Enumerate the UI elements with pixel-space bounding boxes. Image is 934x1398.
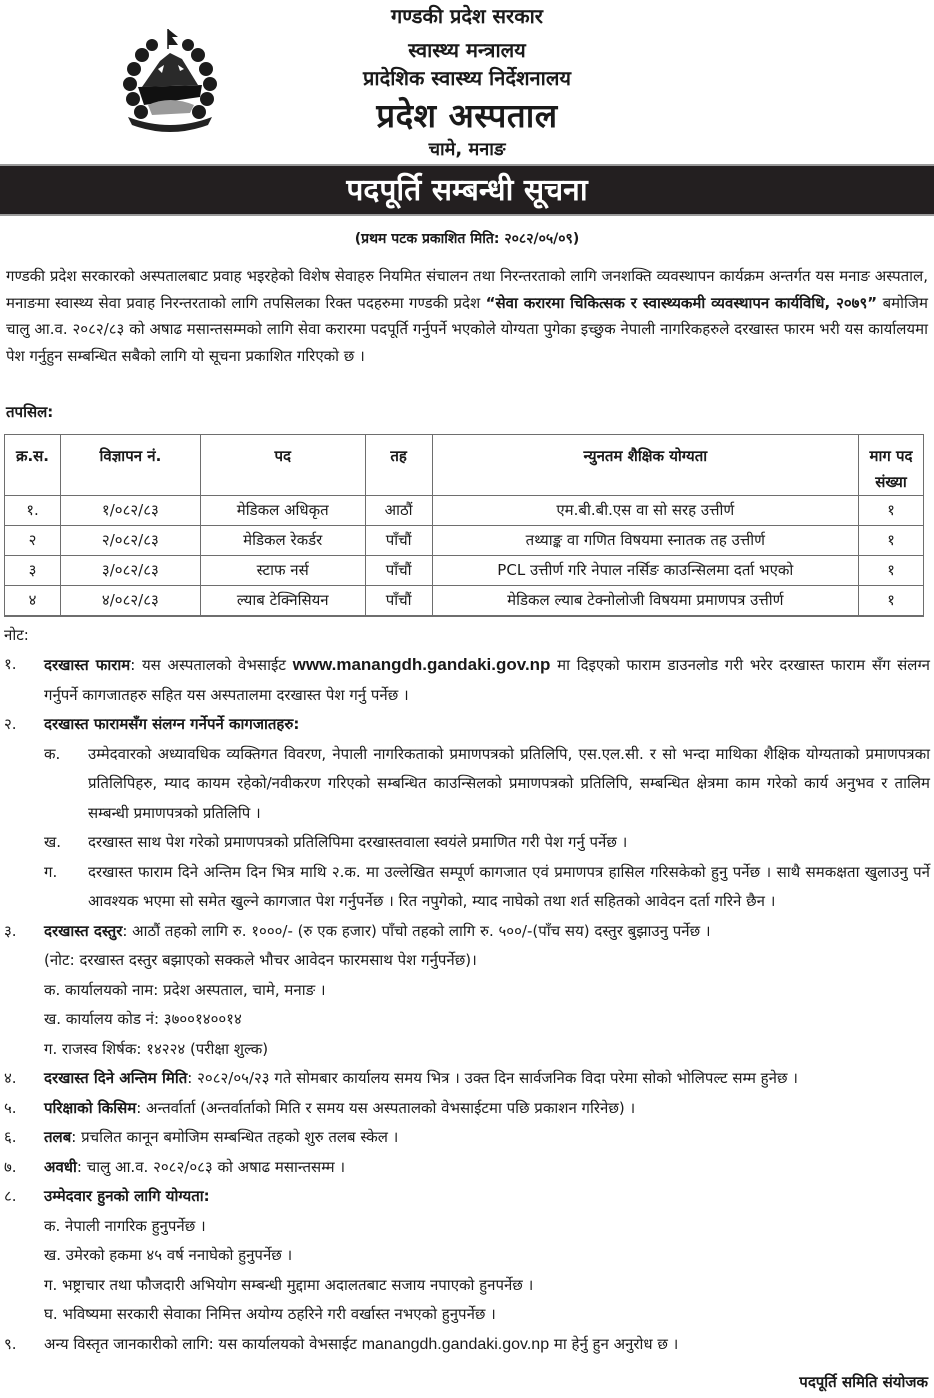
details-label: तपसिल: — [6, 403, 54, 421]
sub-item — [4, 740, 930, 829]
note-label: दरखास्त दस्तुर — [44, 921, 123, 940]
table-row — [5, 556, 924, 586]
cell-level: पाँचौं — [365, 586, 432, 616]
col-qualification: न्युनतम शैक्षिक योग्यता — [432, 435, 858, 496]
note-text: अन्य विस्तृत जानकारीको लागि: यस कार्यालयको वेभसाईट — [44, 1334, 362, 1353]
letterhead — [0, 0, 934, 160]
note-application-fee — [4, 917, 930, 947]
vacancy-table — [4, 434, 924, 617]
note-number: १. — [4, 655, 17, 673]
cell-qualification: मेडिकल ल्याब टेक्नोलोजी विषयमा प्रमाणपत्र उत्तीर्ण — [432, 586, 858, 616]
note-number: ४. — [4, 1069, 17, 1087]
notes-label: नोट: — [4, 626, 29, 644]
website-link[interactable]: www.manangdh.gandaki.gov.np — [292, 655, 551, 674]
cell-ad-number: १/०८२/८३ — [60, 496, 200, 526]
cell-post: स्टाफ नर्स — [200, 556, 365, 586]
col-ad-number: विज्ञापन नं. — [60, 435, 200, 496]
cell-serial: १. — [5, 496, 61, 526]
note-number: २. — [4, 715, 17, 733]
note-label: दरखास्त फाराम — [44, 656, 131, 674]
cell-level: पाँचौं — [365, 556, 432, 586]
note-text: : यस अस्पतालको वेभसाईट — [130, 656, 293, 674]
note-label: अवधी — [44, 1157, 77, 1176]
note-more-info — [4, 1330, 930, 1360]
cell-post: ल्याब टेक्निसियन — [200, 586, 365, 616]
cell-level: पाँचौं — [365, 526, 432, 556]
publish-date: (प्रथम पटक प्रकाशित मिति: २०८२/०५/०९) — [354, 231, 580, 247]
table-row — [5, 496, 924, 526]
signatory-title: पदपूर्ति समिति संयोजक — [799, 1373, 928, 1391]
fee-voucher-note: (नोट: दरखास्त दस्तुर बझाएको सक्कले भौचर आवेदन फारमसाथ पेश गर्नुपर्नेछ)। — [44, 951, 477, 969]
office-name: क. कार्यालयको नाम: प्रदेश अस्पताल, चामे, मनाङ । — [44, 980, 326, 999]
note-label: दरखास्त दिने अन्तिम मिति — [44, 1069, 188, 1087]
note-application-form — [4, 650, 930, 710]
note-exam-type — [4, 1094, 930, 1124]
note-number: ७. — [4, 1157, 17, 1176]
province-government-title: गण्डकी प्रदेश सरकार — [391, 4, 543, 28]
note-text: : चालु आ.व. २०८२/०८३ को अषाढ मसान्तसम्म । — [76, 1157, 346, 1176]
cell-qualification: एम.बी.बी.एस वा सो सरह उत्तीर्ण — [432, 496, 858, 526]
col-post: पद — [200, 435, 365, 496]
note-salary — [4, 1123, 930, 1153]
cell-serial: २ — [5, 526, 61, 556]
note-label: परिक्षाको किसिम — [44, 1098, 137, 1117]
note-text: : २०८२/०५/२३ गते सोमबार कार्यालय समय भित्र । उक्त दिन सार्वजनिक विदा परेमा सोको भोलिपल्ट सम्म हुनेछ । — [187, 1069, 798, 1087]
sub-item-text: दरखास्त साथ पेश गरेको प्रमाणपत्रको प्रतिलिपिमा दरखास्तवाला स्वयंले प्रमाणित गरी पेश गर्नु पर्नेछ । — [88, 833, 628, 851]
sub-item-number: क. — [44, 744, 61, 763]
note-deadline — [4, 1064, 930, 1094]
notes-list — [4, 650, 930, 1359]
cell-ad-number: ४/०८२/८३ — [60, 586, 200, 616]
directorate-title: प्रादेशिक स्वास्थ्य निर्देशनालय — [363, 66, 571, 90]
note-number: ६. — [4, 1128, 17, 1146]
sub-item-number: ग. — [44, 862, 58, 881]
cell-quota: १ — [859, 526, 924, 556]
eligibility-item: ख. उमेरको हकमा ४५ वर्ष ननाघेको हुनुपर्नेछ । — [44, 1246, 293, 1264]
col-level: तह — [365, 435, 432, 496]
note-label: तलब — [44, 1128, 72, 1146]
note-label: उम्मेदवार हुनको लागि योग्यता: — [44, 1187, 210, 1205]
table-header-row — [5, 435, 924, 496]
revenue-head: ग. राजस्व शिर्षक: १४२२४ (परीक्षा शुल्क) — [44, 1039, 269, 1058]
cell-post: मेडिकल रेकर्डर — [200, 526, 365, 556]
office-code: ख. कार्यालय कोड नं: ३७००१४००१४ — [44, 1010, 242, 1028]
hospital-title: प्रदेश अस्पताल — [376, 96, 558, 135]
cell-qualification: तथ्याङ्क वा गणित विषयमा स्नातक तह उत्तीर्ण — [432, 526, 858, 556]
col-quota: माग पद संख्या — [859, 435, 924, 496]
note-eligibility — [4, 1182, 930, 1212]
note-label: दरखास्त फारामसँग संलग्न गर्नेपर्ने कागजातहरु: — [44, 715, 300, 733]
cell-quota: १ — [859, 556, 924, 586]
sub-item-number: ख. — [44, 833, 62, 851]
table-row — [5, 586, 924, 616]
cell-ad-number: २/०८२/८३ — [60, 526, 200, 556]
col-serial: क्र.स. — [5, 435, 61, 496]
sub-item — [4, 858, 930, 917]
note-number: ३. — [4, 921, 17, 940]
note-number: ८. — [4, 1187, 17, 1205]
cell-level: आठौं — [365, 496, 432, 526]
cell-qualification: PCL उत्तीर्ण गरि नेपाल नर्सिङ काउन्सिलमा दर्ता भएको — [432, 556, 858, 586]
sub-item — [4, 828, 930, 858]
cell-quota: १ — [859, 496, 924, 526]
cell-ad-number: ३/०८२/८३ — [60, 556, 200, 586]
eligibility-item: क. नेपाली नागरिक हुनुपर्नेछ । — [44, 1216, 206, 1235]
website-link[interactable]: manangdh.gandaki.gov.np — [361, 1335, 550, 1353]
intro-text-2: बमोजिम चालु आ.व. २०८२/८३ को अषाढ मसान्तसम्मको लागि सेवा करारमा पदपूर्ति गर्नुपर्ने भएकोले योग्यता पुगेका इच्छुक नेपाली नागरिकहरुले दरखास्त फारम भरी यस कार्यालयमा पेश गर्नुहुन सम्बन्धित सबैको लागि यो सूचना प्रकाशित गरिएको छ । — [6, 293, 928, 365]
note-required-documents — [4, 710, 930, 740]
note-text: : अन्तर्वार्ता (अन्तर्वार्ताको मिति र समय यस अस्पतालको वेभसाईटमा पछि प्रकाशन गरिनेछ) । — [136, 1098, 636, 1117]
sub-item-text: उम्मेदवारको अध्यावधिक व्यक्तिगत विवरण, नेपाली नागरिकताको प्रमाणपत्रको प्रतिलिपि, एस.एल.सी. र सो भन्दा माथिका शैक्षिक योग्यताको प्रमाणपत्रका प्रतिलिपिहरु, म्याद कायम रहेको/नवीकरण गरिएको सम्बन्धित काउन्सिलको प्रमाणपत्रको प्रतिलिपि, सम्बन्धित क्षेत्रमा काम गरेको कार्य अनुभव र तालिम सम्बन्धी प्रमाणपत्रको प्रतिलिपि । — [88, 744, 930, 822]
sub-item-text: दरखास्त फाराम दिने अन्तिम दिन भित्र माथि २.क. मा उल्लेखित सम्पूर्ण कागजात एवं प्रमाणपत्र हासिल गरिसकेको हुनु पर्नेछ । साथै समकक्षता खुलाउनु पर्ने आवश्यक भएमा सो समेत खुल्ने कागजात पेश गर्नुपर्नेछ । रित नपुगेको, म्याद नाघेको तथा शर्त सहितको आवेदन दर्ता गरिने छैन । — [88, 862, 930, 910]
eligibility-item: ग. भष्ट्राचार तथा फौजदारी अभियोग सम्बन्धी मुद्दामा अदालतबाट सजाय नपाएको हुनपर्नेछ । — [44, 1275, 534, 1294]
intro-paragraph — [6, 263, 928, 369]
note-number: ५. — [4, 1098, 17, 1117]
cell-post: मेडिकल अधिकृत — [200, 496, 365, 526]
intro-procedure-name: “सेवा करारमा चिकित्सक र स्वास्थ्यकमी व्यवस्थापन कार्यविधि, २०७९” — [485, 293, 878, 312]
note-text: मा दिइएको फाराम डाउनलोड गरी भरेर दरखास्त फाराम सँग संलग्न गर्नुपर्ने कागजातहरु सहित यस अस्पतालमा दरखास्त पेश गर्नु पर्नेछ । — [44, 656, 930, 704]
intro-text-1: गण्डकी प्रदेश सरकारको अस्पतालबाट प्रवाह भइरहेको विशेष सेवाहरु नियमित संचालन तथा निरन्तरताको लागि जनशक्ति व्यवस्थापन कार्यक्रम अन्तर्गत यस मनाङ अस्पताल, मनाङमा स्वास्थ्य सेवा प्रवाह निरन्तरताको लागि तपसिलका रिक्त पदहरुमा गण्डकी प्रदेश — [6, 267, 928, 312]
cell-serial: ४ — [5, 586, 61, 616]
note-text: मा हेर्नु हुन अनुरोध छ । — [549, 1334, 679, 1353]
note-text: : प्रचलित कानून बमोजिम सम्बन्धित तहको शुरु तलब स्केल । — [71, 1128, 399, 1146]
eligibility-item: घ. भविष्यमा सरकारी सेवाका निमित्त अयोग्य ठहरिने गरी वर्खास्त नभएको हुनुपर्नेछ । — [44, 1305, 496, 1323]
hospital-location: चामे, मनाङ — [428, 139, 506, 160]
cell-quota: १ — [859, 586, 924, 616]
ministry-title: स्वास्थ्य मन्त्रालय — [408, 38, 526, 62]
notice-title-banner: पदपूर्ति सम्बन्धी सूचना — [0, 164, 934, 216]
note-number: ९. — [4, 1334, 17, 1353]
note-text: : आठौं तहको लागि रु. १०००/- (रु एक हजार) पाँचो तहको लागि रु. ५००/-(पाँच सय) दस्तुर बुझाउनु पर्नेछ । — [122, 921, 711, 940]
cell-serial: ३ — [5, 556, 61, 586]
table-row — [5, 526, 924, 556]
note-duration — [4, 1153, 930, 1183]
